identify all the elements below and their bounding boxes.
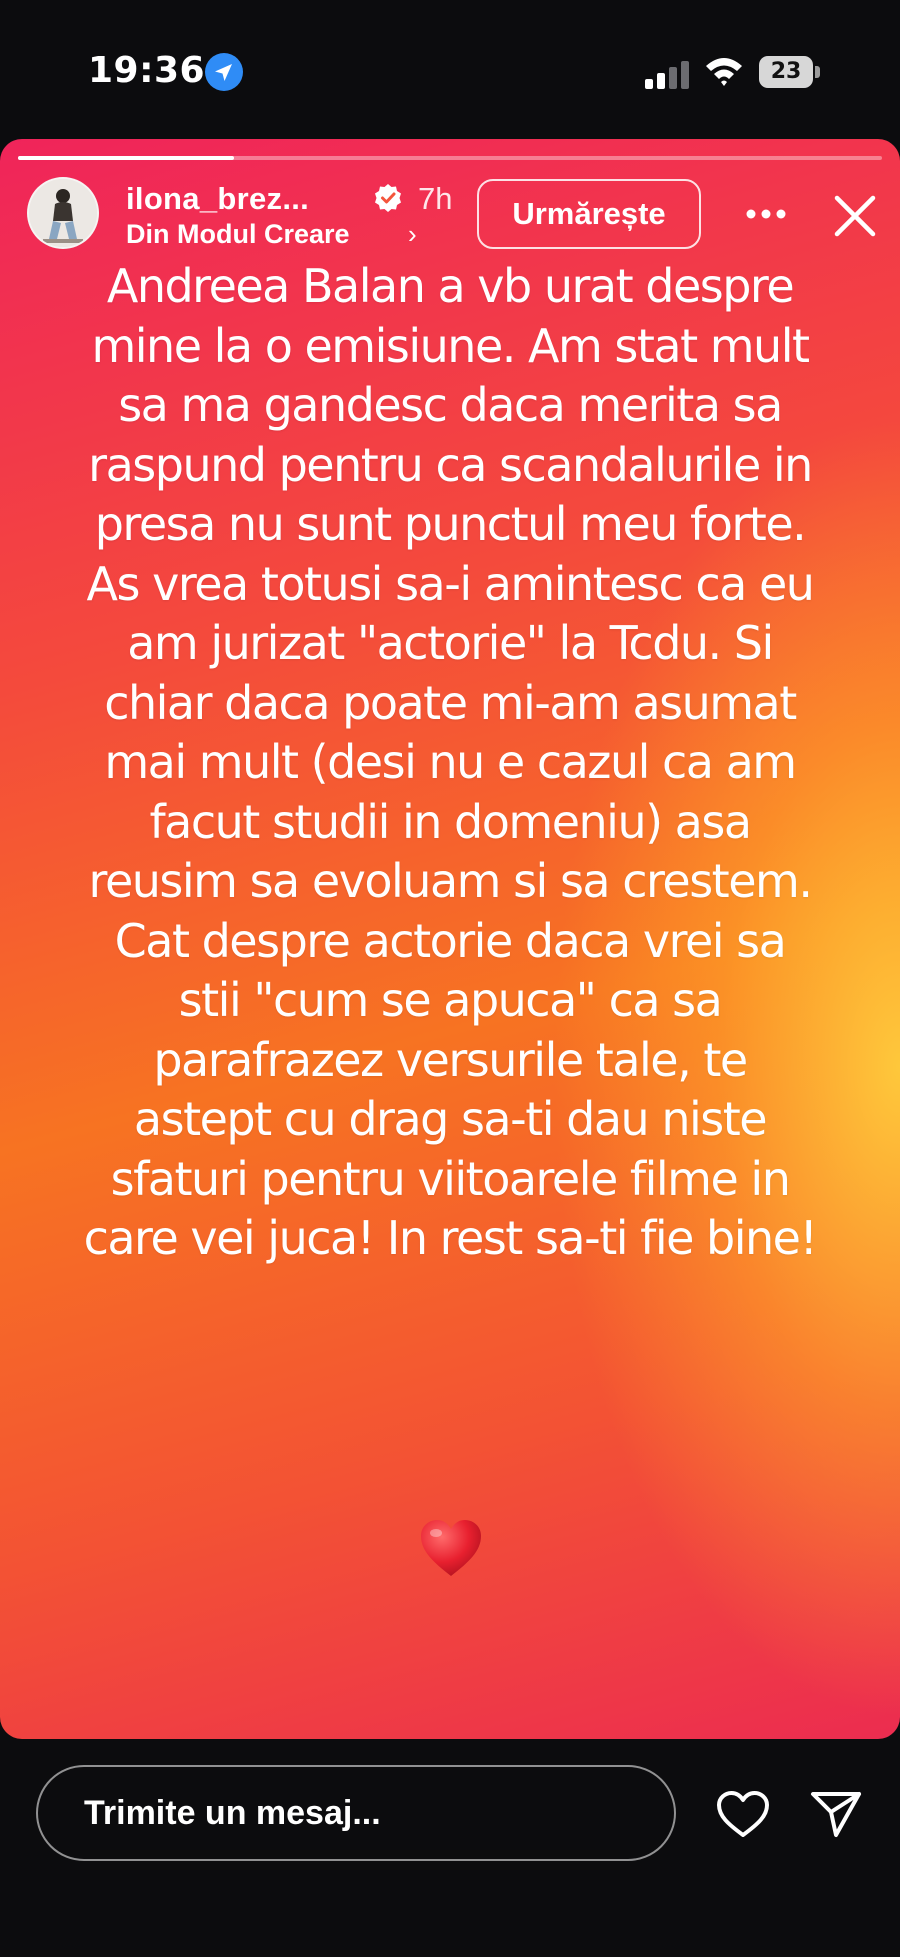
- battery-indicator: [759, 56, 821, 88]
- story-card[interactable]: [0, 139, 900, 1739]
- close-icon[interactable]: [832, 193, 878, 239]
- story-text-line: raspund pentru ca scandalurile in: [88, 437, 812, 492]
- verified-badge-icon: [373, 183, 403, 213]
- story-text-line: mai mult (desi nu e cazul ca am: [104, 735, 796, 789]
- more-options-icon[interactable]: [744, 207, 788, 221]
- story-text-line: astept cu drag sa-ti dau niste: [133, 1092, 767, 1146]
- username[interactable]: ilona_brez...: [126, 181, 310, 216]
- battery-tip: [815, 66, 820, 78]
- story-text-line: parafrazez versurile tale, te: [153, 1032, 747, 1087]
- clock: 19:36: [88, 50, 206, 91]
- story-text-line: Cat despre actorie daca vrei sa: [114, 913, 786, 968]
- avatar-image: [29, 179, 97, 247]
- story-text-line: care vei juca! In rest sa-ti fie bine!: [83, 1211, 817, 1265]
- story-text-line: stii "cum se apuca" ca sa: [178, 973, 722, 1027]
- story-text-line: Andreea Balan a vb urat despre: [106, 259, 794, 313]
- story-text-line: chiar daca poate mi-am asumat: [104, 675, 796, 730]
- follow-button[interactable]: Urmărește: [477, 179, 701, 249]
- send-paper-plane-icon[interactable]: [810, 1790, 862, 1838]
- story-text-line: facut studii in domeniu) asa: [149, 794, 751, 849]
- story-text: [60, 257, 840, 1269]
- story-text-line: reusim sa evoluam si sa crestem.: [88, 854, 812, 908]
- location-arrow-icon: [205, 53, 243, 91]
- story-text-line: presa nu sunt punctul meu forte.: [94, 497, 806, 551]
- story-source-label[interactable]: Din Modul Creare: [126, 219, 350, 249]
- wifi-icon: [704, 54, 744, 88]
- story-text-line: mine la o emisiune. Am stat mult: [91, 318, 809, 373]
- story-text-line: As vrea totusi sa-i amintesc ca eu: [86, 556, 814, 611]
- story-time-ago: 7h: [418, 181, 453, 216]
- home-indicator: [305, 1934, 595, 1944]
- battery-level: 23: [759, 56, 813, 88]
- story-text-line: sa ma gandesc daca merita sa: [118, 378, 782, 432]
- avatar[interactable]: [27, 177, 99, 249]
- cellular-signal-icon: [645, 61, 689, 89]
- heart-outline-icon[interactable]: [716, 1790, 770, 1838]
- status-bar: [0, 0, 900, 140]
- send-message-input[interactable]: Trimite un mesaj...: [36, 1765, 676, 1861]
- red-heart-emoji: [419, 1518, 483, 1578]
- story-text-line: am jurizat "actorie" la Tcdu. Si: [127, 616, 773, 670]
- chevron-right-icon: ›: [408, 219, 417, 249]
- story-progress-bar: [18, 156, 882, 160]
- story-text-line: sfaturi pentru viitoarele filme in: [110, 1151, 790, 1206]
- story-progress-fill: [18, 156, 234, 160]
